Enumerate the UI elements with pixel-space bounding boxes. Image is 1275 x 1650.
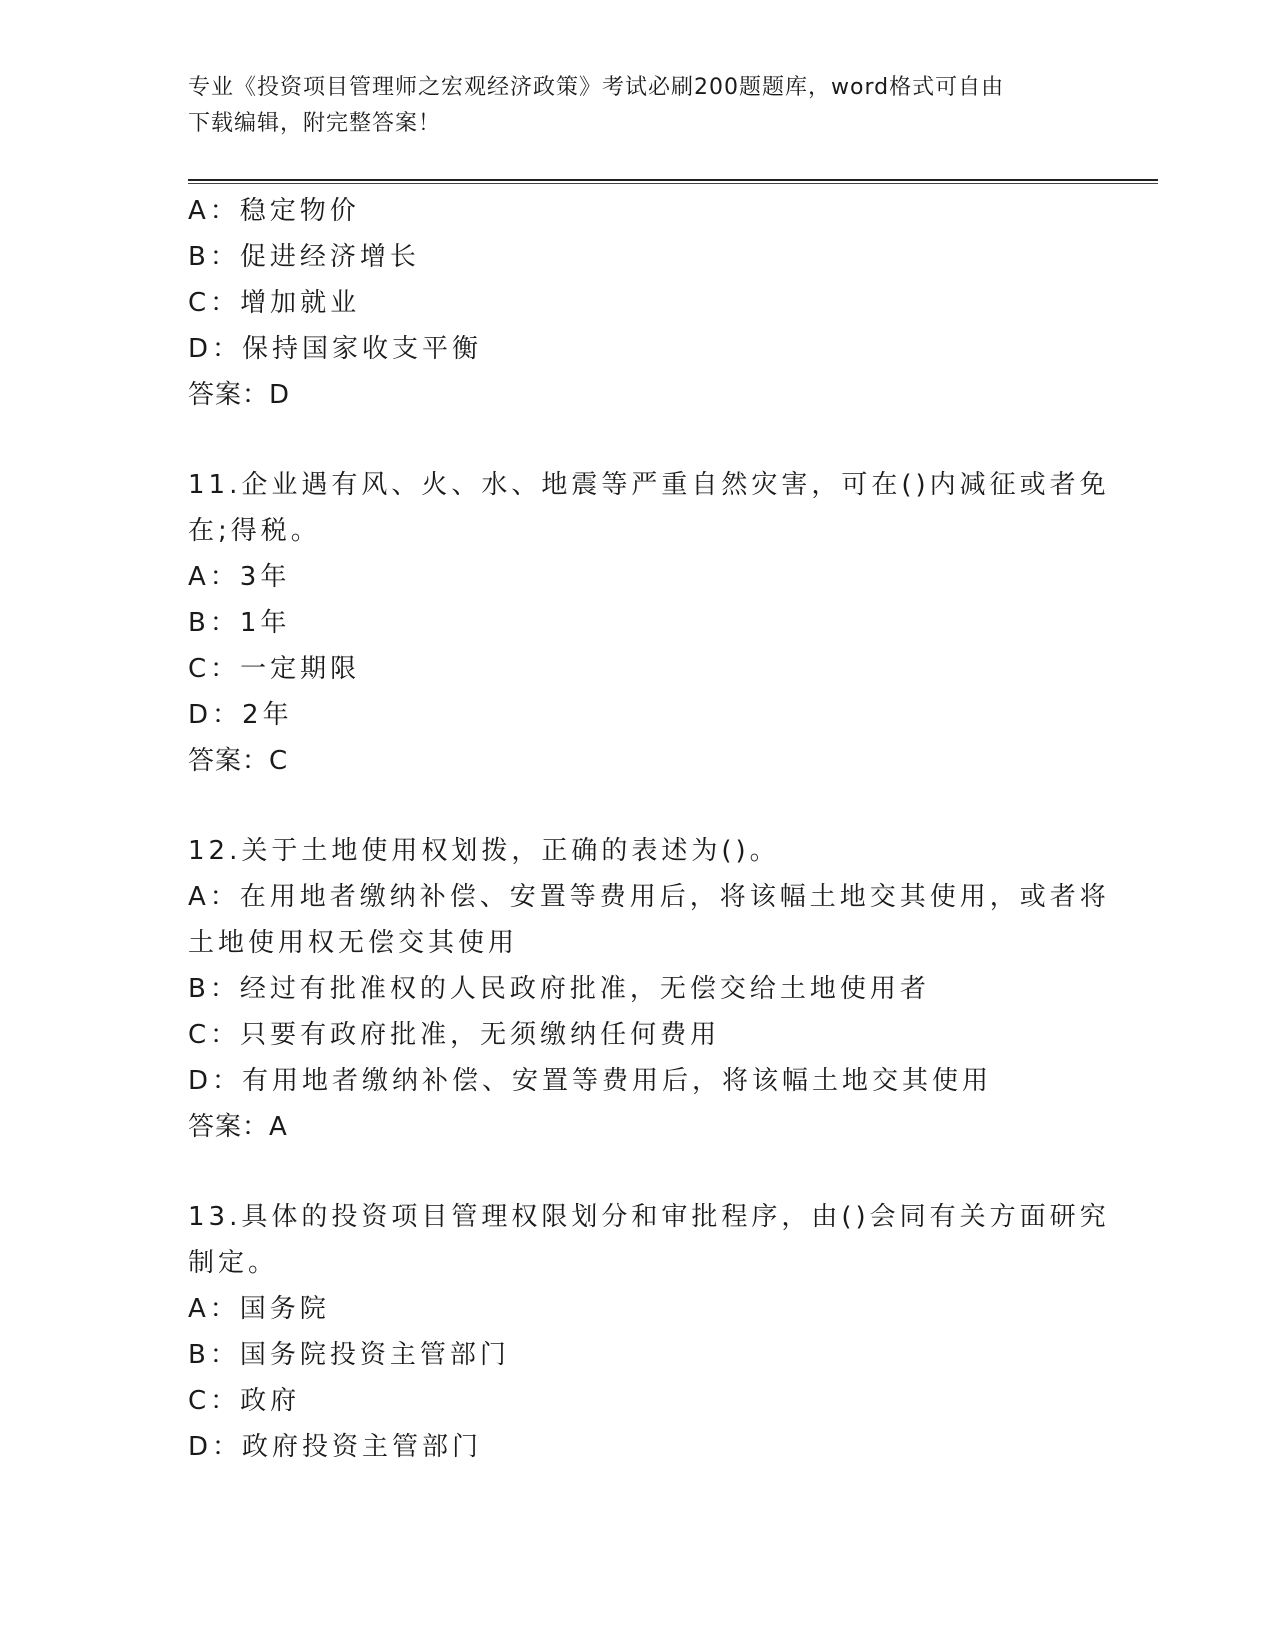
document-header [188, 70, 1088, 142]
header-line-1: 专业《投资项目管理师之宏观经济政策》考试必刷200题题库，word格式可自由 [188, 75, 1005, 100]
header-rule-thick [188, 179, 1158, 181]
option-d: D：保持国家收支平衡 [188, 334, 483, 364]
option-a: A：稳定物价 [188, 196, 360, 226]
option-a-line-1: A：在用地者缴纳补偿、安置等费用后，将该幅土地交其使用，或者将 [188, 882, 1110, 912]
question-text-line-1: 11.企业遇有风、火、水、地震等严重自然灾害，可在()内减征或者免 [188, 470, 1110, 500]
option-d: D：2年 [188, 700, 293, 730]
option-a-line-2: 土地使用权无偿交其使用 [188, 928, 519, 958]
header-line-2: 下载编辑，附完整答案！ [188, 111, 442, 136]
question-text-line-1: 12.关于土地使用权划拨，正确的表述为()。 [188, 836, 780, 866]
question-10-continued [188, 188, 1088, 418]
spacer [188, 784, 1088, 828]
question-text-line-1: 13.具体的投资项目管理权限划分和审批程序，由()会同有关方面研究 [188, 1202, 1110, 1232]
option-d: D：政府投资主管部门 [188, 1432, 483, 1462]
option-b: B：促进经济增长 [188, 242, 420, 272]
option-a: A：3年 [188, 562, 291, 592]
answer: 答案：D [188, 380, 291, 410]
answer: 答案：A [188, 1112, 288, 1142]
option-d: D：有用地者缴纳补偿、安置等费用后，将该幅土地交其使用 [188, 1066, 993, 1096]
question-12 [188, 828, 1110, 1150]
option-a: A：国务院 [188, 1294, 330, 1324]
option-c: C：一定期限 [188, 654, 361, 684]
header-rule-thin [188, 183, 1158, 184]
option-b: B：国务院投资主管部门 [188, 1340, 510, 1370]
spacer [188, 1150, 1088, 1194]
question-content [188, 188, 1110, 1470]
option-c: C：增加就业 [188, 288, 361, 318]
option-b: B：经过有批准权的人民政府批准，无偿交给土地使用者 [188, 974, 930, 1004]
option-c: C：只要有政府批准，无须缴纳任何费用 [188, 1020, 721, 1050]
question-11 [188, 462, 1110, 784]
question-13 [188, 1194, 1110, 1470]
spacer [188, 418, 1088, 462]
question-text-line-2: 在;得税。 [188, 516, 321, 546]
question-text-line-2: 制定。 [188, 1248, 279, 1278]
option-c: C：政府 [188, 1386, 301, 1416]
answer: 答案：C [188, 746, 289, 776]
option-b: B：1年 [188, 608, 291, 638]
